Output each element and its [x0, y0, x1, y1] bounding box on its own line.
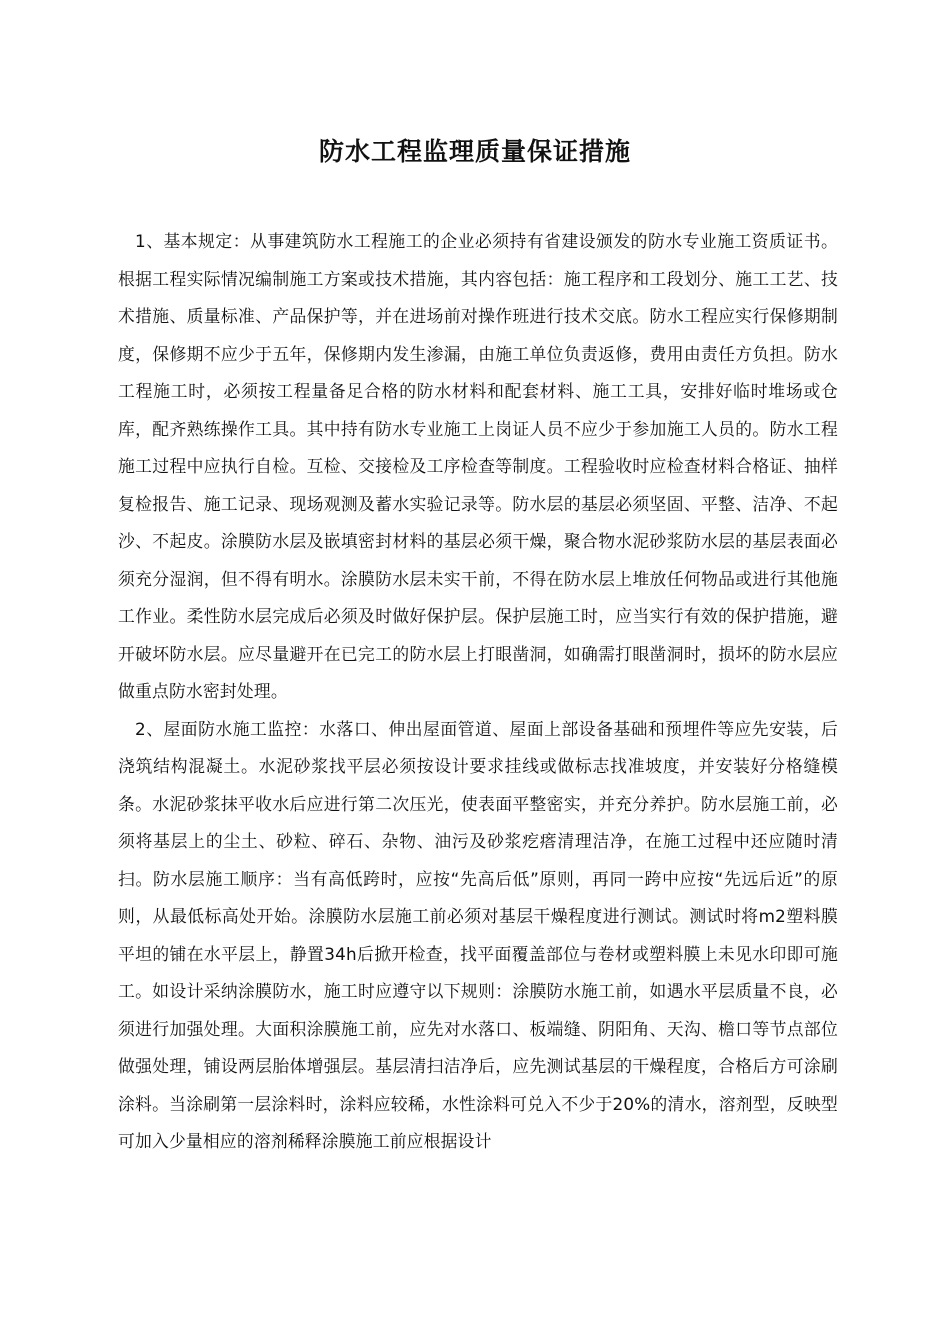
- document-title: 防水工程监理质量保证措施: [318, 137, 631, 166]
- paragraph-basic-rules: 1、基本规定：从事建筑防水工程施工的企业必须持有省建设颁发的防水专业施工资质证书。根据工程实际情况编制施工方案或技术措施，其内容包括：施工程序和工段划分、施工工艺、技术措施、质量标准、产品保护等，并在进场前对操作班进行技术交底。防水工程应实行保修期制度，保修期不应少于五年，保修期内发生渗漏，由施工单位负责返修，费用由责任方负担。防水工程施工时，必须按工程量备足合格的防水材料和配套材料、施工工具，安排好临时堆场或仓库，配齐熟练操作工具。其中持有防水专业施工上岗证人员不应少于参加施工人员的。防水工程施工过程中应执行自检。互检、交接检及工序检查等制度。工程验收时应检查材料合格证、抽样复检报告、施工记录、现场观测及蓄水实验记录等。防水层的基层必须坚固、平整、洁净、不起沙、不起皮。涂膜防水层及嵌填密封材料的基层必须干燥，聚合物水泥砂浆防水层的基层表面必须充分湿润，但不得有明水。涂膜防水层未实干前，不得在防水层上堆放任何物品或进行其他施工作业。柔性防水层完成后必须及时做好保护层。保护层施工时，应当实行有效的保护措施，避开破坏防水层。应尽量避开在已完工的防水层上打眼凿洞，如确需打眼凿洞时，损坏的防水层应做重点防水密封处理。: [118, 231, 838, 701]
- document-body: [118, 223, 838, 1161]
- paragraph-roof-waterproofing: 2、屋面防水施工监控：水落口、伸出屋面管道、屋面上部设备基础和预埋件等应先安装，后浇筑结构混凝土。水泥砂浆找平层必须按设计要求挂线或做标志找准坡度，并安装好分格缝模条。水泥砂浆抹平收水后应进行第二次压光，使表面平整密实，并充分养护。防水层施工前，必须将基层上的尘土、砂粒、碎石、杂物、油污及砂浆疙瘩清理洁净，在施工过程中还应随时清扫。防水层施工顺序：当有高低跨时，应按“先高后低”原则，再同一跨中应按“先远后近”的原则，从最低标高处开始。涂膜防水层施工前必须对基层干燥程度进行测试。测试时将m2塑料膜平坦的铺在水平层上，静置34h后掀开检查，找平面覆盖部位与卷材或塑料膜上未见水印即可施工。如设计采纳涂膜防水，施工时应遵守以下规则：涂膜防水施工前，如遇水平层质量不良，必须进行加强处理。大面积涂膜施工前，应先对水落口、板端缝、阴阳角、天沟、檐口等节点部位做强处理，铺设两层胎体增强层。基层清扫洁净后，应先测试基层的干燥程度，合格后方可涂刷涂料。当涂刷第一层涂料时，涂料应较稀，水性涂料可兑入不少于20%的清水，溶剂型，反映型可加入少量相应的溶剂稀释涂膜施工前应根据设计: [118, 718, 838, 1151]
